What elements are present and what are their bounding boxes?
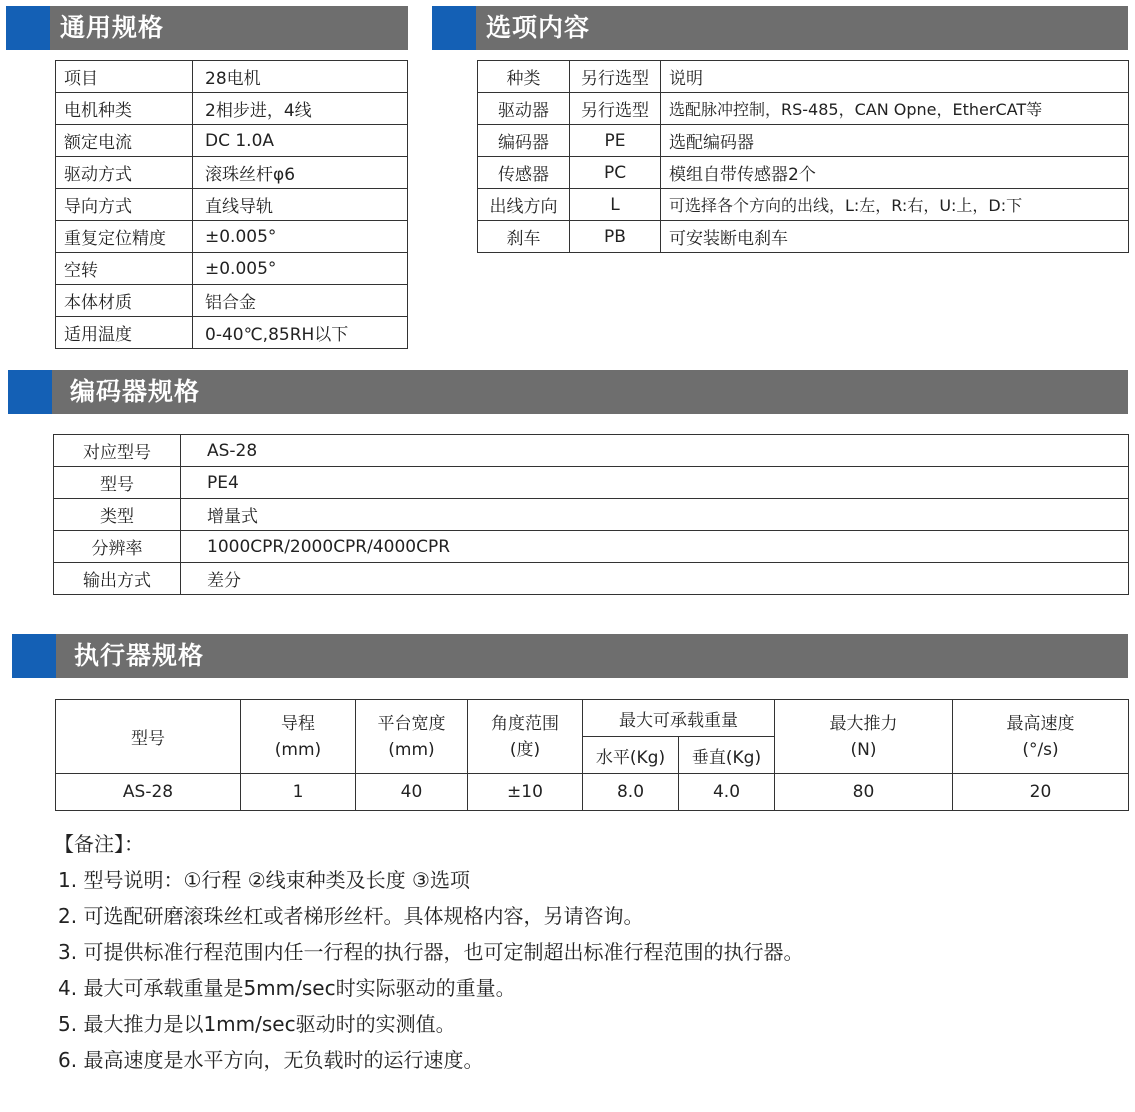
option-code: PB [570, 221, 661, 253]
note-item: 3. 可提供标准行程范围内任一行程的执行器，也可定制超出标准行程范围的执行器。 [58, 940, 804, 964]
spec-value: ±0.005° [193, 221, 408, 253]
cell-speed: 20 [953, 774, 1129, 811]
header-speed [953, 700, 1129, 774]
actuator-spec-table [55, 699, 1129, 811]
encoder-label: 输出方式 [54, 563, 181, 595]
header-accent [12, 634, 56, 678]
header-width-text: 平台宽度 [377, 713, 446, 734]
encoder-value: 增量式 [181, 499, 1129, 531]
section-title-options: 选项内容 [486, 13, 591, 42]
spec-value: 2相步进，4线 [193, 93, 408, 125]
spec-label: 空转 [56, 253, 193, 285]
notes-title: 【备注】： [54, 832, 144, 856]
option-desc: 选配脉冲控制，RS-485，CAN Opne，EtherCAT等 [661, 93, 1129, 125]
note-item: 4. 最大可承载重量是5mm/sec时实际驱动的重量。 [58, 976, 516, 1000]
header-thrust [775, 700, 953, 774]
general-spec-table [55, 60, 408, 349]
spec-value: 0-40℃,85RH以下 [193, 317, 408, 349]
spec-label: 本体材质 [56, 285, 193, 317]
options-table [477, 60, 1129, 253]
spec-value: 直线导轨 [193, 189, 408, 221]
encoder-value: PE4 [181, 467, 1129, 499]
header-speed-text: 最高速度 [1006, 713, 1075, 734]
spec-label: 电机种类 [56, 93, 193, 125]
cell-model: AS-28 [56, 774, 241, 811]
section-title-actuator: 执行器规格 [74, 641, 205, 670]
header-model [56, 700, 241, 774]
cell-lead: 1 [241, 774, 356, 811]
section-header-encoder [8, 370, 1128, 414]
option-category: 传感器 [478, 157, 570, 189]
cell-load-vertical: 4.0 [679, 774, 775, 811]
header-lead-unit: (mm) [274, 739, 322, 760]
spec-label: 适用温度 [56, 317, 193, 349]
cell-load-horizontal: 8.0 [583, 774, 679, 811]
option-category: 出线方向 [478, 189, 570, 221]
section-title-general: 通用规格 [60, 13, 165, 42]
spec-value: ±0.005° [193, 253, 408, 285]
cell-width: 40 [356, 774, 468, 811]
header-thrust-text: 最大推力 [829, 713, 898, 734]
option-code: PE [570, 125, 661, 157]
header-load-vertical: 垂直(Kg) [679, 737, 775, 774]
encoder-value: 差分 [181, 563, 1129, 595]
option-code: 另行选型 [570, 93, 661, 125]
option-desc: 说明 [661, 61, 1129, 93]
spec-label: 驱动方式 [56, 157, 193, 189]
option-code: L [570, 189, 661, 221]
note-item: 6. 最高速度是水平方向，无负载时的运行速度。 [58, 1048, 484, 1072]
option-desc: 选配编码器 [661, 125, 1129, 157]
header-width [356, 700, 468, 774]
option-category: 刹车 [478, 221, 570, 253]
header-max-load: 最大可承载重量 [583, 700, 775, 737]
option-category: 编码器 [478, 125, 570, 157]
section-header-options [432, 6, 1128, 50]
option-code: PC [570, 157, 661, 189]
spec-value: 28电机 [193, 61, 408, 93]
option-desc: 可选择各个方向的出线，L:左，R:右，U:上，D:下 [661, 189, 1129, 221]
option-category: 驱动器 [478, 93, 570, 125]
section-title-encoder: 编码器规格 [70, 377, 201, 406]
encoder-label: 型号 [54, 467, 181, 499]
cell-thrust: 80 [775, 774, 953, 811]
header-lead-text: 导程 [281, 713, 315, 734]
encoder-spec-table [53, 434, 1129, 595]
encoder-value: 1000CPR/2000CPR/4000CPR [181, 531, 1129, 563]
note-item: 2. 可选配研磨滚珠丝杠或者梯形丝杆。具体规格内容，另请咨询。 [58, 904, 644, 928]
header-speed-unit: (°/s) [1022, 739, 1059, 760]
option-category: 种类 [478, 61, 570, 93]
note-item: 5. 最大推力是以1mm/sec驱动时的实测值。 [58, 1012, 456, 1036]
header-accent [432, 6, 476, 50]
header-thrust-unit: (N) [850, 739, 877, 760]
encoder-label: 分辨率 [54, 531, 181, 563]
encoder-label: 对应型号 [54, 435, 181, 467]
header-model-text: 型号 [131, 729, 165, 749]
header-lead [241, 700, 356, 774]
header-angle-unit: (度) [509, 739, 541, 760]
header-angle-text: 角度范围 [491, 713, 559, 734]
header-accent [8, 370, 52, 414]
spec-label: 项目 [56, 61, 193, 93]
spec-value: DC 1.0A [193, 125, 408, 157]
encoder-value: AS-28 [181, 435, 1129, 467]
header-accent [6, 6, 50, 50]
header-angle [468, 700, 583, 774]
header-width-unit: (mm) [388, 739, 435, 760]
spec-label: 导向方式 [56, 189, 193, 221]
option-desc: 可安装断电刹车 [661, 221, 1129, 253]
spec-value: 滚珠丝杆φ6 [193, 157, 408, 189]
spec-label: 额定电流 [56, 125, 193, 157]
spec-label: 重复定位精度 [56, 221, 193, 253]
encoder-label: 类型 [54, 499, 181, 531]
option-desc: 模组自带传感器2个 [661, 157, 1129, 189]
option-code: 另行选型 [570, 61, 661, 93]
header-load-horizontal: 水平(Kg) [583, 737, 679, 774]
cell-angle: ±10 [468, 774, 583, 811]
spec-value: 铝合金 [193, 285, 408, 317]
section-header-general [6, 6, 408, 50]
notes-block [54, 826, 803, 1078]
note-item: 1. 型号说明：①行程 ②线束种类及长度 ③选项 [58, 868, 470, 892]
section-header-actuator [12, 634, 1128, 678]
